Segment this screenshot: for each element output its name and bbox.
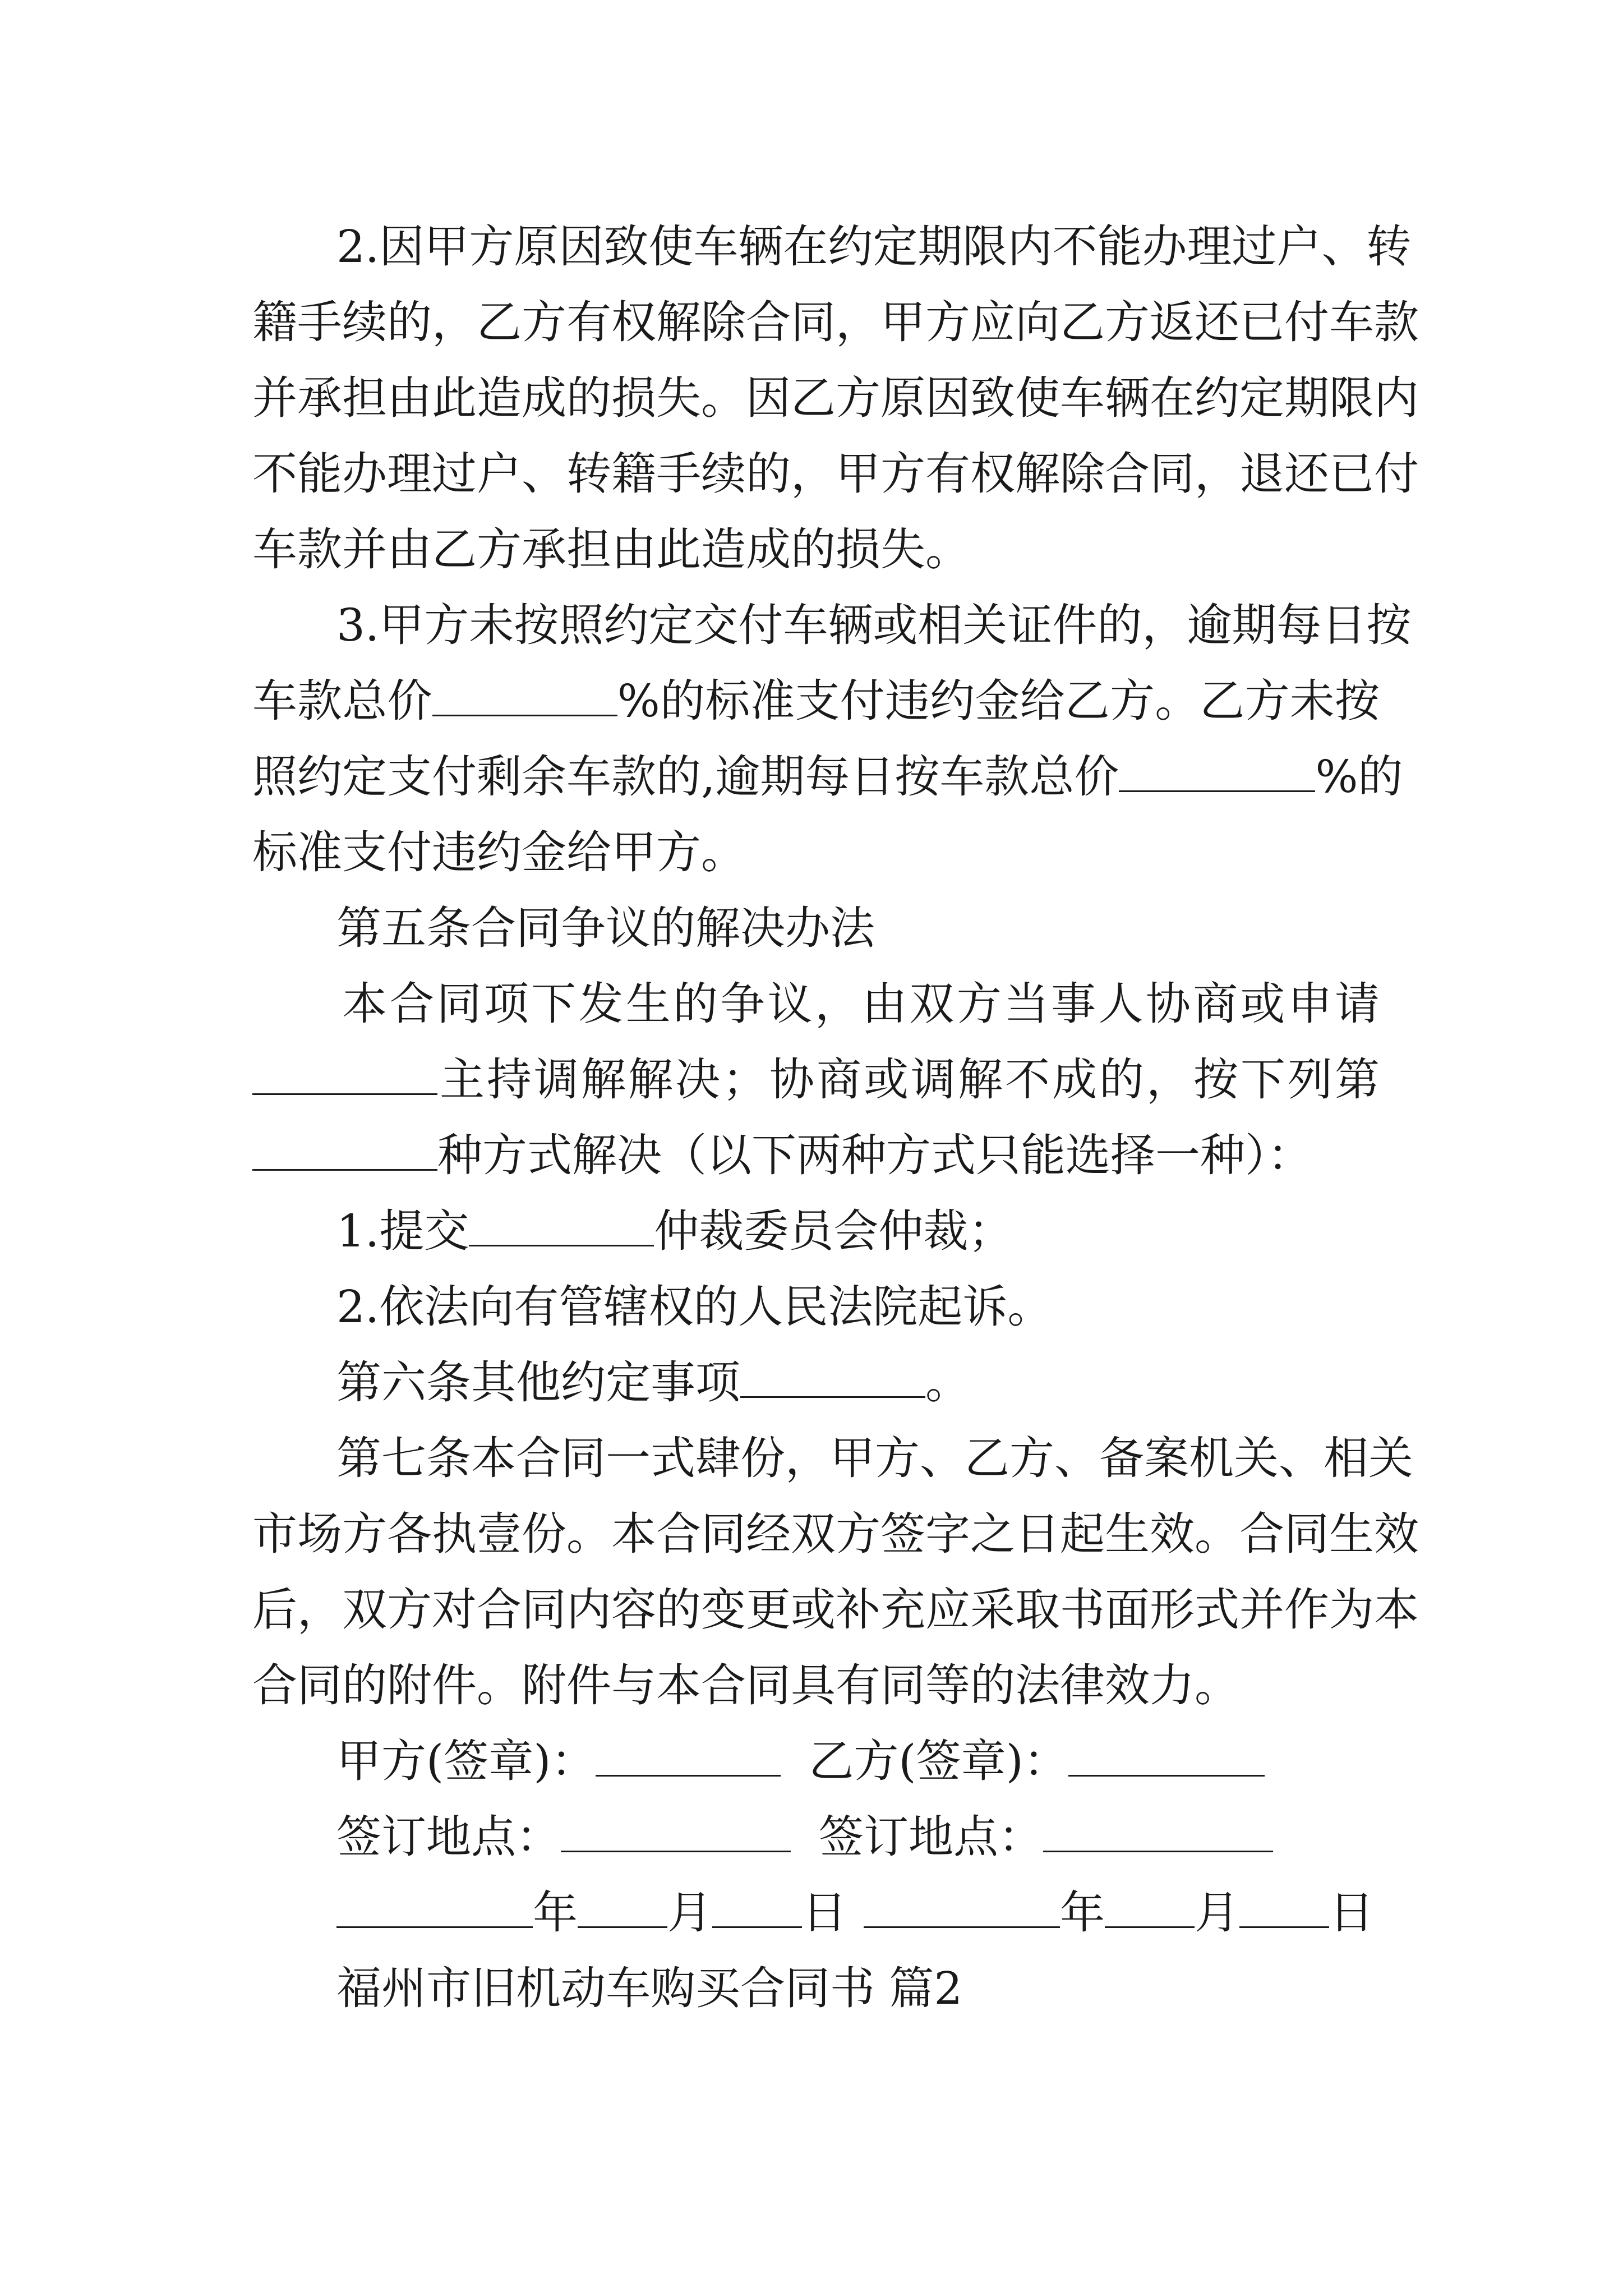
blank-field bbox=[864, 1886, 1060, 1928]
signing-place-row bbox=[336, 1809, 1464, 1865]
paragraph-line: 3.甲方未按照约定交付车辆或相关证件的，逾期每日按 bbox=[336, 599, 1412, 651]
blank-field bbox=[1068, 1734, 1265, 1777]
next-section-title: 福州市旧机动车购买合同书 篇2 bbox=[336, 1962, 963, 2014]
paragraph-line: 并承担由此造成的损失。因乙方原因致使车辆在约定期限内 bbox=[252, 372, 1419, 424]
month-label: 月 bbox=[667, 1887, 712, 1939]
party-a-label: 甲方(签章)： bbox=[336, 1735, 596, 1787]
day-label: 日 bbox=[1329, 1887, 1374, 1939]
blank-field bbox=[432, 674, 617, 716]
blank-field bbox=[596, 1734, 781, 1777]
paragraph-line: 车款并由乙方承担由此造成的损失。 bbox=[252, 523, 970, 576]
paragraph-line bbox=[252, 1128, 1380, 1184]
year-label: 年 bbox=[533, 1887, 578, 1939]
paragraph-line bbox=[252, 1052, 1380, 1108]
paragraph-line: 本合同项下发生的争议，由双方当事人协商或申请 bbox=[342, 978, 1380, 1030]
text-segment: 1.提交 bbox=[336, 1205, 469, 1257]
day-label: 日 bbox=[802, 1887, 847, 1939]
month-label: 月 bbox=[1195, 1887, 1239, 1939]
blank-field bbox=[561, 1810, 791, 1852]
paragraph-line: 市场方各执壹份。本合同经双方签字之日起生效。合同生效 bbox=[252, 1508, 1419, 1560]
paragraph-line: 后，双方对合同内容的变更或补充应采取书面形式并作为本 bbox=[252, 1584, 1419, 1636]
year-label: 年 bbox=[1060, 1887, 1105, 1939]
text-segment: 仲裁委员会仲裁； bbox=[654, 1205, 1013, 1257]
blank-field bbox=[252, 1129, 437, 1171]
section-heading bbox=[336, 1355, 1464, 1411]
paragraph-line: 标准支付违约金给甲方。 bbox=[252, 826, 746, 878]
blank-field bbox=[252, 1053, 437, 1095]
paragraph-line bbox=[252, 749, 1403, 805]
paragraph-line: 籍手续的，乙方有权解除合同，甲方应向乙方返还已付车款 bbox=[252, 296, 1419, 348]
text-segment: 照约定支付剩余车款的,逾期每日按车款总价 bbox=[252, 751, 1119, 803]
paragraph-line: 第七条本合同一式肆份，甲方、乙方、备案机关、相关 bbox=[336, 1432, 1413, 1484]
text-segment: %的标准支付违约金给乙方。乙方未按 bbox=[617, 675, 1380, 727]
section-heading: 第五条合同争议的解决办法 bbox=[336, 902, 875, 954]
blank-field bbox=[578, 1886, 667, 1928]
date-row bbox=[336, 1885, 1464, 1941]
list-item bbox=[336, 1203, 1464, 1259]
text-segment: 第六条其他约定事项 bbox=[336, 1356, 740, 1409]
blank-field bbox=[1043, 1810, 1273, 1852]
blank-field bbox=[1239, 1886, 1329, 1928]
text-segment: 主持调解解决；协商或调解不成的，按下列第 bbox=[437, 1053, 1380, 1106]
paragraph-line: 合同的附件。附件与本合同具有同等的法律效力。 bbox=[252, 1659, 1239, 1711]
blank-field bbox=[336, 1886, 533, 1928]
paragraph-line bbox=[252, 673, 1380, 729]
blank-field bbox=[712, 1886, 802, 1928]
signature-row bbox=[336, 1733, 1464, 1789]
party-b-label: 乙方(签章)： bbox=[809, 1735, 1068, 1787]
blank-field bbox=[740, 1356, 925, 1398]
list-item: 2.依法向有管辖权的人民法院起诉。 bbox=[336, 1281, 1053, 1333]
place-a-label: 签订地点： bbox=[336, 1811, 561, 1863]
text-segment: %的 bbox=[1315, 751, 1403, 803]
paragraph-line: 不能办理过户、转籍手续的，甲方有权解除合同，退还已付 bbox=[252, 448, 1419, 500]
blank-field bbox=[1119, 750, 1315, 792]
place-b-label: 签订地点： bbox=[819, 1811, 1043, 1863]
paragraph-line: 2.因甲方原因致使车辆在约定期限内不能办理过户、转 bbox=[336, 220, 1412, 273]
text-segment: 种方式解决（以下两种方式只能选择一种）： bbox=[437, 1129, 1312, 1181]
text-segment: 。 bbox=[925, 1356, 970, 1409]
blank-field bbox=[1105, 1886, 1195, 1928]
blank-field bbox=[469, 1204, 654, 1246]
text-segment: 车款总价 bbox=[252, 675, 432, 727]
